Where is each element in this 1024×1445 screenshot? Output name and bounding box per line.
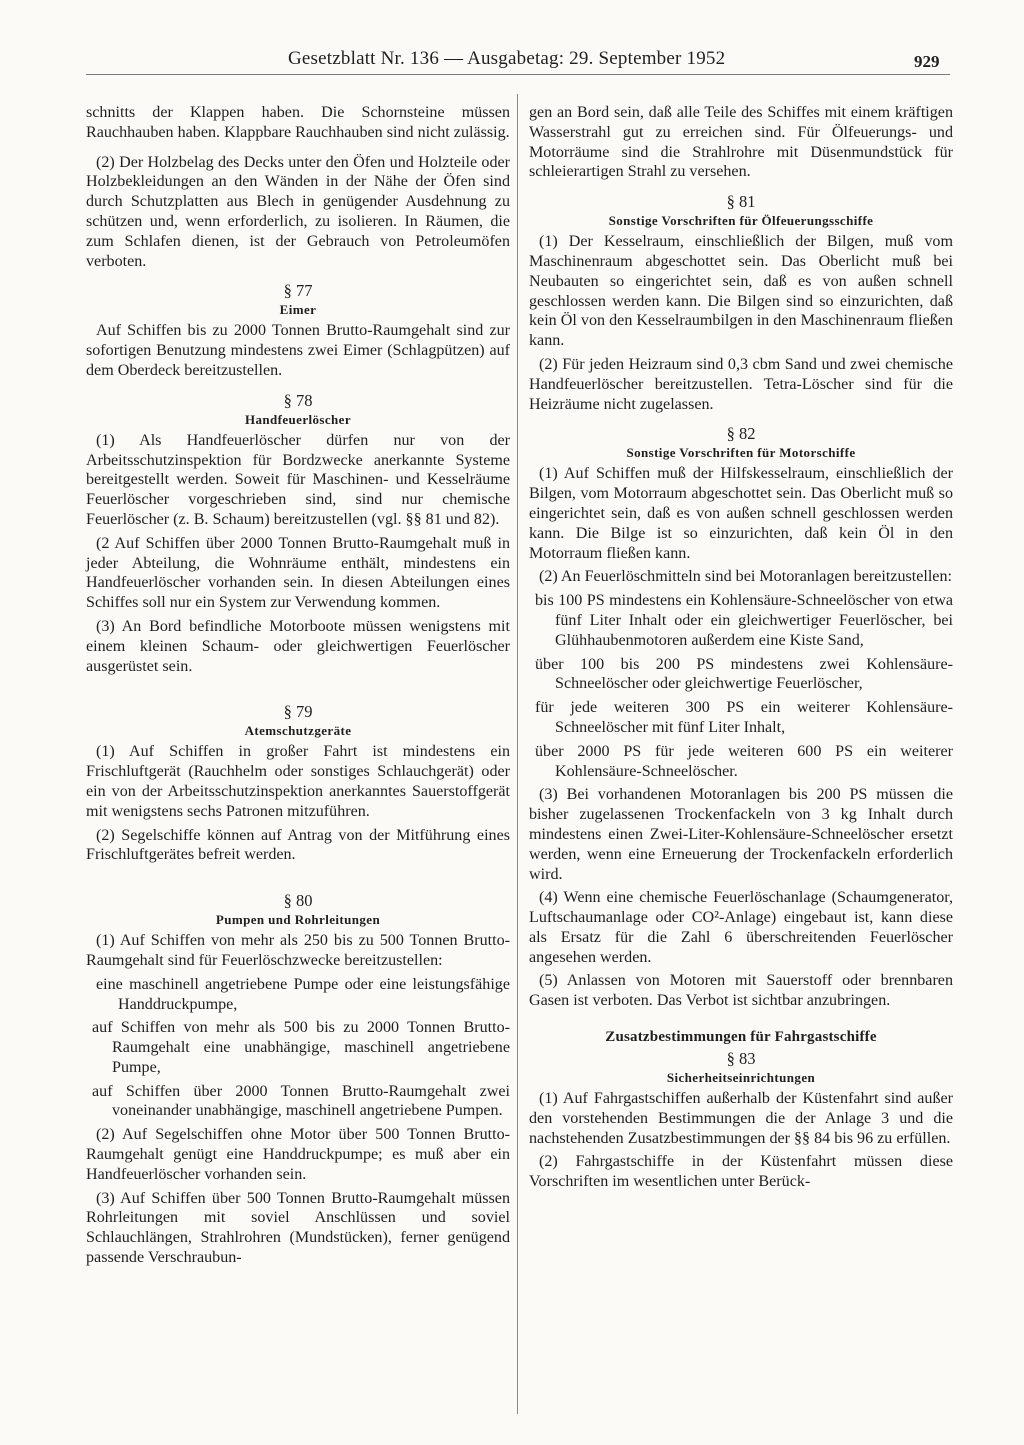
section-number: § 83	[726, 1049, 756, 1069]
paragraph: (2) An Feuerlöschmitteln sind bei Motoranlagen bereitzustellen:	[539, 568, 952, 586]
paragraph: (1) Als Handfeuerlöscher dürfen nur von der Arbeitsschutzinspektion für Bordzwecke anerkannte Systeme bereitgestellt werden. Soweit für Maschinen- und Kesselräume Feuerlöscher vorgeschrieben sind, sind nur chemische Feuerlöscher (z. B. Schaum) bereitzustellen (vgl. §§ 81 und 82).	[86, 431, 510, 528]
paragraph: (1) Auf Schiffen von mehr als 250 bis zu 500 Tonnen Brutto-Raumgehalt sind für Feuerlöschzwecke bereitzustellen:	[86, 932, 510, 969]
section-number: § 78	[283, 390, 313, 410]
section-title: Sonstige Vorschriften für Ölfeuerungsschiffe	[608, 213, 874, 229]
list-item: für jede weiteren 300 PS ein weiterer Kohlensäure-Schneelöscher mit fünf Liter Inhalt,	[535, 699, 953, 736]
paragraph: schnitts der Klappen haben. Die Schornsteine müssen Rauchhauben haben. Klappbare Rauchhauben sind nicht zulässig.	[86, 104, 510, 141]
paragraph: (3) An Bord befindliche Motorboote müssen wenigstens mit einem kleinen Schaum- oder gleichwertigen Feuerlöscher ausgerüstet sein.	[86, 617, 510, 675]
section-number: § 77	[283, 281, 313, 301]
list-item: auf Schiffen über 2000 Tonnen Brutto-Raumgehalt zwei voneinander unabhängige, maschinell angetriebene Pumpen.	[92, 1082, 510, 1120]
section-title: Pumpen und Rohrleitungen	[215, 912, 381, 928]
paragraph: (2) Für jeden Heizraum sind 0,3 cbm Sand und zwei chemische Handfeuerlöscher bereitzustellen. Tetra-Löscher sind für die Heizräume nicht zugelassen.	[529, 355, 953, 413]
section-title: Eimer	[279, 302, 317, 318]
paragraph: (2) Segelschiffe können auf Antrag von der Mitführung eines Frischluftgerätes befreit werden.	[86, 826, 510, 864]
section-title: Atemschutzgeräte	[244, 723, 352, 739]
list-item: bis 100 PS mindestens ein Kohlensäure-Schneelöscher von etwa fünf Liter Inhalt oder ein gleichwertiger Feuerlöscher, bei Glühhaubenmotoren außerdem eine Kiste Sand,	[535, 592, 953, 649]
paragraph: (1) Der Kesselraum, einschließlich der Bilgen, muß vom Maschinenraum abgeschottet sein. Das Oberlicht muß bei Neubauten so eingerichtet sein, daß es von außen schnell geschlossen werden kann. Die Bilgen sind so einzurichten, daß kein Öl von den Kesselraumbilgen in den Maschinenraum fließen kann.	[529, 233, 953, 350]
paragraph: (3) Auf Schiffen über 500 Tonnen Brutto-Raumgehalt müssen Rohrleitungen mit soviel Anschlüssen und soviel Schlauchlängen, Strahlrohren (Mundstücken), ferner genügend passende Verschraubun-	[86, 1189, 510, 1267]
list-item: über 2000 PS für jede weiteren 600 PS ein weiterer Kohlensäure-Schneelöscher.	[535, 742, 953, 780]
section-number: § 79	[283, 702, 313, 722]
paragraph: (3) Bei vorhandenen Motoranlagen bis 200 PS müssen die bisher zugelassenen Trockenfackeln von 3 kg Inhalt durch mindestens einen Zwei-Liter-Kohlensäure-Schneelöscher ersetzt werden, wenn eine Erneuerung der Trockenfackeln erforderlich wird.	[529, 786, 953, 883]
left-column	[86, 103, 510, 1272]
paragraph: (1) Auf Schiffen in großer Fahrt ist mindestens ein Frischluftgerät (Rauchhelm oder sonstiges Schlauchgerät) oder ein von der Arbeitsschutzinspektion anerkanntes Sauerstoffgerät mit wenigstens sechs Patronen mitzuführen.	[86, 743, 510, 820]
section-number: § 80	[283, 891, 313, 911]
section-title: Sicherheitseinrichtungen	[666, 1070, 816, 1086]
paragraph: (4) Wenn eine chemische Feuerlöschanlage (Schaumgenerator, Luftschaumanlage oder CO²-Anlage) eingebaut ist, kann diese als Ersatz für die Zahl 6 überschreitenden Feuerlöscher angesehen werden.	[529, 889, 953, 966]
section-number: § 82	[726, 424, 756, 444]
list-item: über 100 bis 200 PS mindestens zwei Kohlensäure-Schneelöscher oder gleichwertige Feuerlöscher,	[535, 655, 953, 693]
section-title: Sonstige Vorschriften für Motorschiffe	[626, 445, 856, 461]
paragraph: Auf Schiffen bis zu 2000 Tonnen Brutto-Raumgehalt sind zur sofortigen Benutzung mindestens zwei Eimer (Schlagpützen) auf dem Oberdeck bereitzustellen.	[86, 322, 510, 379]
paragraph: (2) Auf Segelschiffen ohne Motor über 500 Tonnen Brutto-Raumgehalt genügt eine Handdruckpumpe; es muß aber ein Handfeuerlöscher vorhanden sein.	[86, 1126, 510, 1183]
section-number: § 81	[726, 192, 756, 212]
section-title: Handfeuerlöscher	[244, 411, 352, 427]
paragraph: (5) Anlassen von Motoren mit Sauerstoff oder brennbaren Gasen ist verboten. Das Verbot ist sichtbar anzubringen.	[529, 972, 953, 1010]
paragraph: (2) Der Holzbelag des Decks unter den Öfen und Holzteile oder Holzbekleidungen an den Wänden in der Nähe der Öfen sind durch Schutzplatten aus Blech in genügender Ausdehnung zu schützen und, wenn erforderlich, zu isolieren. In Räumen, die zum Schlafen dienen, ist der Gebrauch von Petroleumöfen verboten.	[86, 153, 510, 270]
paragraph: gen an Bord sein, daß alle Teile des Schiffes mit einem kräftigen Wasserstrahl gut zu erreichen sind. Für Ölfeuerungs- und Motorräume sind die Strahlrohre mit Düsenmundstück für schleierartigen Strahl zu versehen.	[529, 104, 953, 181]
paragraph: (1) Auf Schiffen muß der Hilfskesselraum, einschließlich der Bilgen, vom Motorraum abgeschottet sein. Das Oberlicht muß so eingerichtet sein, daß es von außen schnell geschlossen werden kann. Die Bilge ist so einzurichten, daß kein Öl in den Motorraum fließen kann.	[529, 465, 953, 562]
chapter-heading: Zusatzbestimmungen für Fahrgastschiffe	[605, 1029, 877, 1046]
header-title: Gesetzblatt Nr. 136 — Ausgabetag: 29. September 1952	[288, 48, 726, 69]
paragraph: (1) Auf Fahrgastschiffen außerhalb der Küstenfahrt sind außer den vorstehenden Bestimmungen die der Anlage 3 und die nachstehenden Zusatzbestimmungen der §§ 84 bis 96 zu erfüllen.	[529, 1090, 953, 1147]
page-header	[0, 44, 1024, 76]
list-item: auf Schiffen von mehr als 500 bis zu 2000 Tonnen Brutto-Raumgehalt eine unabhängige, maschinell angetriebene Pumpe,	[92, 1019, 510, 1076]
header-rule	[86, 74, 950, 75]
column-divider	[517, 94, 518, 1414]
list-item: eine maschinell angetriebene Pumpe oder eine leistungsfähige Handdruckpumpe,	[96, 975, 510, 1013]
paragraph: (2 Auf Schiffen über 2000 Tonnen Brutto-Raumgehalt muß in jeder Abteilung, die Wohnräume enthält, mindestens ein Handfeuerlöscher vorhanden sein. In diesen Abteilungen eines Schiffes soll nur ein System zur Verwendung kommen.	[86, 534, 510, 612]
page-number: 929	[914, 52, 940, 71]
right-column	[529, 103, 953, 1196]
paragraph: (2) Fahrgastschiffe in der Küstenfahrt müssen diese Vorschriften im wesentlichen unter Berück-	[529, 1153, 953, 1191]
